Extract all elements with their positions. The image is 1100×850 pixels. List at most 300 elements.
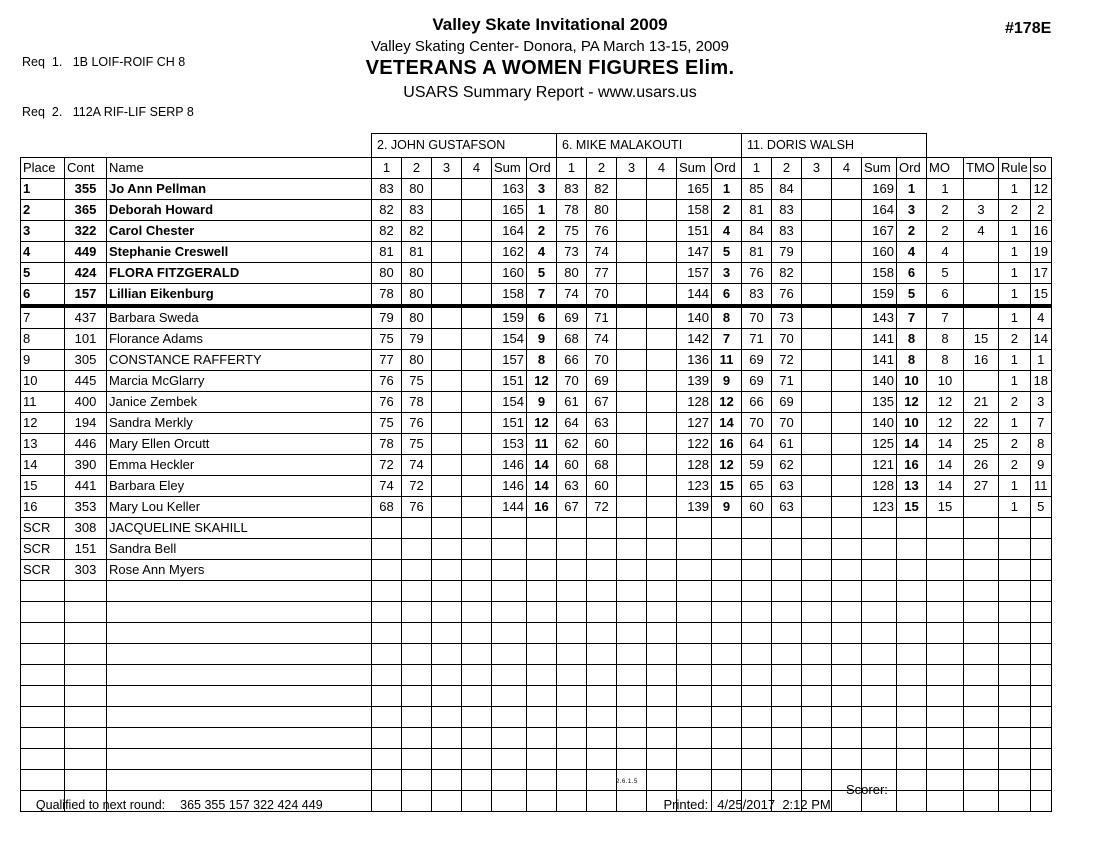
cell-j2-sum [677, 518, 712, 539]
cell-j1-score4 [462, 392, 492, 413]
cell-j3-ord: 2 [897, 221, 927, 242]
cell-name: Rose Ann Myers [107, 560, 372, 581]
cell-place: 7 [21, 306, 65, 329]
cell-j3-ord [897, 665, 927, 686]
cell-j2-ord [712, 560, 742, 581]
cell-j3-score4 [832, 413, 862, 434]
cell-rule [999, 539, 1031, 560]
cell-tmo [964, 306, 999, 329]
cell-j1-ord: 12 [527, 371, 557, 392]
cell-j1-sum: 165 [492, 200, 527, 221]
cell-mo: 15 [927, 497, 964, 518]
cell-j3-score2 [772, 644, 802, 665]
cell-j1-ord: 9 [527, 329, 557, 350]
cell-j1-score3 [432, 284, 462, 307]
cell-j1-score1 [372, 707, 402, 728]
cell-j1-score3 [432, 179, 462, 200]
cell-j1-score1 [372, 581, 402, 602]
cell-place: 3 [21, 221, 65, 242]
cell-j2-sum [677, 665, 712, 686]
cell-j1-score2: 80 [402, 284, 432, 307]
cell-j3-score4 [832, 476, 862, 497]
table-row [21, 455, 1052, 476]
cell-j1-ord: 14 [527, 455, 557, 476]
cell-j2-sum: 142 [677, 329, 712, 350]
cell-j3-score2: 63 [772, 497, 802, 518]
cell-j2-score1: 78 [557, 200, 587, 221]
cell-j3-ord [897, 644, 927, 665]
cell-so [1030, 749, 1051, 770]
cell-j3-score2: 73 [772, 306, 802, 329]
cell-name: JACQUELINE SKAHILL [107, 518, 372, 539]
cell-j1-score3 [432, 728, 462, 749]
cell-j3-score3 [802, 539, 832, 560]
cell-j1-score4 [462, 263, 492, 284]
cell-j3-sum: 140 [862, 413, 897, 434]
cell-j3-score2: 82 [772, 263, 802, 284]
cell-j1-score4 [462, 455, 492, 476]
table-head [21, 134, 1052, 179]
cell-j1-ord [527, 770, 557, 791]
cell-j2-score2 [587, 581, 617, 602]
column-header-j3-4: 4 [832, 158, 862, 179]
cell-j3-sum [862, 707, 897, 728]
cell-j3-score4 [832, 284, 862, 307]
cell-j2-score4 [647, 581, 677, 602]
cell-j1-sum [492, 602, 527, 623]
cell-j2-score4 [647, 497, 677, 518]
column-header-j3-2: 2 [772, 158, 802, 179]
cell-name: Emma Heckler [107, 455, 372, 476]
cell-j1-score1 [372, 623, 402, 644]
cell-j2-score1 [557, 560, 587, 581]
cell-j2-sum: 139 [677, 371, 712, 392]
cell-j2-score1: 60 [557, 455, 587, 476]
cell-j2-sum [677, 581, 712, 602]
cell-j3-ord: 8 [897, 350, 927, 371]
cell-rule: 2 [999, 329, 1031, 350]
cell-j1-score3 [432, 350, 462, 371]
cell-j3-score3 [802, 623, 832, 644]
table-row [21, 602, 1052, 623]
cell-j3-sum: 128 [862, 476, 897, 497]
cell-j3-score4 [832, 329, 862, 350]
cell-j3-score1: 70 [742, 306, 772, 329]
cell-j1-ord [527, 686, 557, 707]
cell-j3-ord: 5 [897, 284, 927, 307]
cell-j2-score4 [647, 350, 677, 371]
table-row [21, 560, 1052, 581]
cell-j2-ord: 16 [712, 434, 742, 455]
cell-j2-sum: 144 [677, 284, 712, 307]
cell-tmo: 21 [964, 392, 999, 413]
cell-j3-score4 [832, 518, 862, 539]
cell-j3-sum [862, 686, 897, 707]
cell-j2-sum: 147 [677, 242, 712, 263]
cell-j1-score2 [402, 770, 432, 791]
cell-mo: 1 [927, 179, 964, 200]
cell-j2-score4 [647, 518, 677, 539]
cell-tmo [964, 179, 999, 200]
cell-j2-sum: 128 [677, 392, 712, 413]
cell-j1-sum [492, 770, 527, 791]
cell-mo [927, 623, 964, 644]
cell-rule [999, 602, 1031, 623]
cell-tmo: 22 [964, 413, 999, 434]
cell-place: 14 [21, 455, 65, 476]
column-header-name: Name [107, 158, 372, 179]
cell-j1-ord: 11 [527, 434, 557, 455]
req-line-2: Req 2. 112A RIF-LIF SERP 8 [22, 105, 194, 120]
cell-j1-score1: 83 [372, 179, 402, 200]
cell-j3-score2: 61 [772, 434, 802, 455]
cell-j2-score1 [557, 728, 587, 749]
cell-j1-ord [527, 539, 557, 560]
cell-tmo [964, 518, 999, 539]
cell-j1-sum: 164 [492, 221, 527, 242]
cell-j1-score2: 75 [402, 434, 432, 455]
cell-j2-sum: 158 [677, 200, 712, 221]
cell-so: 3 [1030, 392, 1051, 413]
column-header-row [21, 158, 1052, 179]
table-row [21, 371, 1052, 392]
cell-j2-score2: 67 [587, 392, 617, 413]
cell-j3-ord: 12 [897, 392, 927, 413]
cell-j3-score4 [832, 665, 862, 686]
cell-name [107, 602, 372, 623]
column-header-rule: Rule [999, 158, 1031, 179]
cell-name: Barbara Sweda [107, 306, 372, 329]
cell-j1-score1 [372, 770, 402, 791]
software-version: 2.6.1.5 [616, 779, 638, 785]
cell-j2-score4 [647, 200, 677, 221]
cell-j2-sum: 140 [677, 306, 712, 329]
cell-rule [999, 644, 1031, 665]
cell-j1-score3 [432, 665, 462, 686]
cell-j3-score4 [832, 497, 862, 518]
cell-j1-score1: 75 [372, 413, 402, 434]
cell-j3-sum: 140 [862, 371, 897, 392]
cell-j3-score1 [742, 728, 772, 749]
cell-j1-score1 [372, 749, 402, 770]
cell-j2-ord: 14 [712, 413, 742, 434]
cell-j1-score4 [462, 749, 492, 770]
cell-j2-sum: 127 [677, 413, 712, 434]
cell-j3-score3 [802, 371, 832, 392]
cell-j2-score3 [617, 581, 647, 602]
column-header-j2-3: 3 [617, 158, 647, 179]
cell-j1-score3 [432, 263, 462, 284]
cell-place [21, 581, 65, 602]
cell-rule: 1 [999, 263, 1031, 284]
cell-j1-score3 [432, 455, 462, 476]
cell-j1-score1: 79 [372, 306, 402, 329]
cell-j3-ord: 10 [897, 413, 927, 434]
cell-j1-score2: 74 [402, 455, 432, 476]
cell-j1-score3 [432, 707, 462, 728]
cell-j3-score2: 71 [772, 371, 802, 392]
cell-j3-ord [897, 539, 927, 560]
cell-j2-score4 [647, 602, 677, 623]
cell-place [21, 623, 65, 644]
cell-j1-sum [492, 791, 527, 812]
cell-rule [999, 581, 1031, 602]
cell-j3-score3 [802, 200, 832, 221]
cell-j3-score4 [832, 686, 862, 707]
cell-j3-ord [897, 686, 927, 707]
cell-j2-score4 [647, 644, 677, 665]
cell-mo [927, 686, 964, 707]
cell-j3-sum: 141 [862, 350, 897, 371]
cell-j3-score3 [802, 329, 832, 350]
cell-so [1030, 728, 1051, 749]
cell-place: 16 [21, 497, 65, 518]
cell-rule [999, 749, 1031, 770]
cell-j2-score2 [587, 602, 617, 623]
cell-j3-score3 [802, 413, 832, 434]
cell-j1-sum: 151 [492, 371, 527, 392]
cell-j1-score4 [462, 200, 492, 221]
cell-j1-score3 [432, 560, 462, 581]
cell-j3-score4 [832, 602, 862, 623]
cell-j3-score1: 60 [742, 497, 772, 518]
cell-j2-score1 [557, 749, 587, 770]
cell-tmo [964, 707, 999, 728]
cell-j3-score1 [742, 749, 772, 770]
cell-j1-sum [492, 749, 527, 770]
cell-j2-score1: 63 [557, 476, 587, 497]
cell-mo [927, 665, 964, 686]
cell-j3-sum: 121 [862, 455, 897, 476]
cell-j3-ord [897, 770, 927, 791]
cell-j1-score2 [402, 539, 432, 560]
cell-j2-score3 [617, 707, 647, 728]
cell-j1-ord [527, 644, 557, 665]
cell-j3-score3 [802, 455, 832, 476]
cell-j3-score2: 79 [772, 242, 802, 263]
cell-j2-ord [712, 518, 742, 539]
cell-j2-score1 [557, 707, 587, 728]
cell-j1-score1 [372, 644, 402, 665]
cell-j1-score4 [462, 560, 492, 581]
cell-j1-score2: 78 [402, 392, 432, 413]
cell-j1-score3 [432, 623, 462, 644]
cell-j3-score2: 84 [772, 179, 802, 200]
report-type-line: USARS Summary Report - www.usars.us [403, 84, 697, 101]
cell-j2-score4 [647, 284, 677, 307]
cell-cont: 151 [65, 539, 107, 560]
cell-place: 12 [21, 413, 65, 434]
cell-cont [65, 707, 107, 728]
cell-j2-ord: 6 [712, 284, 742, 307]
column-header-j3-ord: Ord [897, 158, 927, 179]
column-header-j1-4: 4 [462, 158, 492, 179]
cell-j1-score4 [462, 284, 492, 307]
cell-so [1030, 791, 1051, 812]
cell-cont: 424 [65, 263, 107, 284]
cell-rule: 2 [999, 434, 1031, 455]
cell-j1-sum: 157 [492, 350, 527, 371]
cell-tmo: 25 [964, 434, 999, 455]
cell-name [107, 686, 372, 707]
cell-j1-score1 [372, 560, 402, 581]
competition-title: Valley Skate Invitational 2009 [432, 15, 668, 34]
cell-j2-score4 [647, 665, 677, 686]
cell-so: 16 [1030, 221, 1051, 242]
cell-j2-ord: 15 [712, 476, 742, 497]
cell-rule: 1 [999, 306, 1031, 329]
cell-j1-score4 [462, 371, 492, 392]
cell-tmo: 4 [964, 221, 999, 242]
cell-so: 14 [1030, 329, 1051, 350]
cell-j2-score2: 63 [587, 413, 617, 434]
cell-j3-score3 [802, 284, 832, 307]
cell-j2-score3 [617, 392, 647, 413]
cell-j2-score4 [647, 221, 677, 242]
cell-j3-score1: 69 [742, 371, 772, 392]
cell-name: Marcia McGlarry [107, 371, 372, 392]
cell-j2-score4 [647, 560, 677, 581]
cell-j3-score1 [742, 539, 772, 560]
cell-j3-ord [897, 560, 927, 581]
judges-row-spacer-left [21, 134, 372, 158]
table-row [21, 392, 1052, 413]
cell-mo: 6 [927, 284, 964, 307]
cell-j1-score2: 80 [402, 306, 432, 329]
qualified-line [22, 784, 323, 826]
cell-rule: 2 [999, 455, 1031, 476]
cell-j2-score4 [647, 434, 677, 455]
cell-tmo [964, 791, 999, 812]
cell-tmo: 27 [964, 476, 999, 497]
cell-j1-score1: 77 [372, 350, 402, 371]
cell-mo [927, 560, 964, 581]
table-row [21, 221, 1052, 242]
cell-name: Mary Lou Keller [107, 497, 372, 518]
cell-name: Janice Zembek [107, 392, 372, 413]
cell-rule [999, 560, 1031, 581]
cell-j3-ord: 6 [897, 263, 927, 284]
table-row [21, 329, 1052, 350]
cell-j3-score2: 83 [772, 200, 802, 221]
cell-j2-score4 [647, 539, 677, 560]
cell-j3-ord [897, 707, 927, 728]
cell-so: 7 [1030, 413, 1051, 434]
cell-name: Mary Ellen Orcutt [107, 434, 372, 455]
cell-j3-score3 [802, 644, 832, 665]
cell-cont: 449 [65, 242, 107, 263]
cell-j1-score2 [402, 644, 432, 665]
cell-j2-score4 [647, 749, 677, 770]
cell-j3-score2: 83 [772, 221, 802, 242]
cell-j3-score4 [832, 306, 862, 329]
cell-place: 10 [21, 371, 65, 392]
cell-j3-score2 [772, 707, 802, 728]
cell-j2-score3 [617, 413, 647, 434]
cell-tmo [964, 623, 999, 644]
cell-cont [65, 623, 107, 644]
cell-j1-sum [492, 581, 527, 602]
cell-j2-score2: 70 [587, 284, 617, 307]
column-header-mo: MO [927, 158, 964, 179]
cell-tmo [964, 644, 999, 665]
cell-mo: 4 [927, 242, 964, 263]
cell-j1-score2 [402, 707, 432, 728]
cell-j1-score2: 72 [402, 476, 432, 497]
cell-j1-score1: 76 [372, 392, 402, 413]
cell-place: SCR [21, 539, 65, 560]
cell-j1-score3 [432, 539, 462, 560]
column-header-so: so [1030, 158, 1051, 179]
cell-tmo: 16 [964, 350, 999, 371]
cell-j3-score3 [802, 221, 832, 242]
cell-j1-score4 [462, 350, 492, 371]
cell-j1-score4 [462, 686, 492, 707]
cell-j2-score3 [617, 200, 647, 221]
cell-j2-score1 [557, 644, 587, 665]
cell-j2-score4 [647, 371, 677, 392]
cell-j3-sum [862, 749, 897, 770]
cell-j2-score2: 68 [587, 455, 617, 476]
cell-rule [999, 728, 1031, 749]
cell-j2-score2: 74 [587, 242, 617, 263]
cell-j2-ord: 3 [712, 263, 742, 284]
cell-cont [65, 749, 107, 770]
cell-j2-score3 [617, 350, 647, 371]
cell-j3-score3 [802, 350, 832, 371]
cell-j3-sum [862, 665, 897, 686]
cell-j3-ord [897, 581, 927, 602]
cell-j1-sum: 146 [492, 455, 527, 476]
cell-j2-score1 [557, 518, 587, 539]
cell-so [1030, 539, 1051, 560]
cell-j3-score2: 70 [772, 329, 802, 350]
cell-tmo [964, 770, 999, 791]
cell-rule: 1 [999, 350, 1031, 371]
cell-name: Florance Adams [107, 329, 372, 350]
cell-j1-score2 [402, 518, 432, 539]
cell-j2-ord [712, 623, 742, 644]
cell-j2-score2 [587, 728, 617, 749]
cell-j2-score3 [617, 476, 647, 497]
cell-j1-score1: 68 [372, 497, 402, 518]
cell-j3-score3 [802, 686, 832, 707]
cell-rule [999, 791, 1031, 812]
cell-tmo: 3 [964, 200, 999, 221]
cell-rule: 1 [999, 497, 1031, 518]
cell-j2-score2: 60 [587, 476, 617, 497]
cell-j2-score3 [617, 434, 647, 455]
cell-j2-score3 [617, 221, 647, 242]
cell-j1-score4 [462, 770, 492, 791]
cell-j2-score3 [617, 686, 647, 707]
cell-j3-score4 [832, 560, 862, 581]
cell-j3-score3 [802, 392, 832, 413]
cell-j1-score3 [432, 242, 462, 263]
column-header-j1-sum: Sum [492, 158, 527, 179]
cell-j3-score4 [832, 623, 862, 644]
cell-j1-ord [527, 749, 557, 770]
cell-tmo: 26 [964, 455, 999, 476]
cell-j2-score3 [617, 179, 647, 200]
cell-j3-score4 [832, 242, 862, 263]
cell-so: 1 [1030, 350, 1051, 371]
cell-j3-score3 [802, 581, 832, 602]
cell-tmo [964, 560, 999, 581]
cell-j2-score3 [617, 497, 647, 518]
cell-j3-score1: 66 [742, 392, 772, 413]
cell-j2-score4 [647, 686, 677, 707]
